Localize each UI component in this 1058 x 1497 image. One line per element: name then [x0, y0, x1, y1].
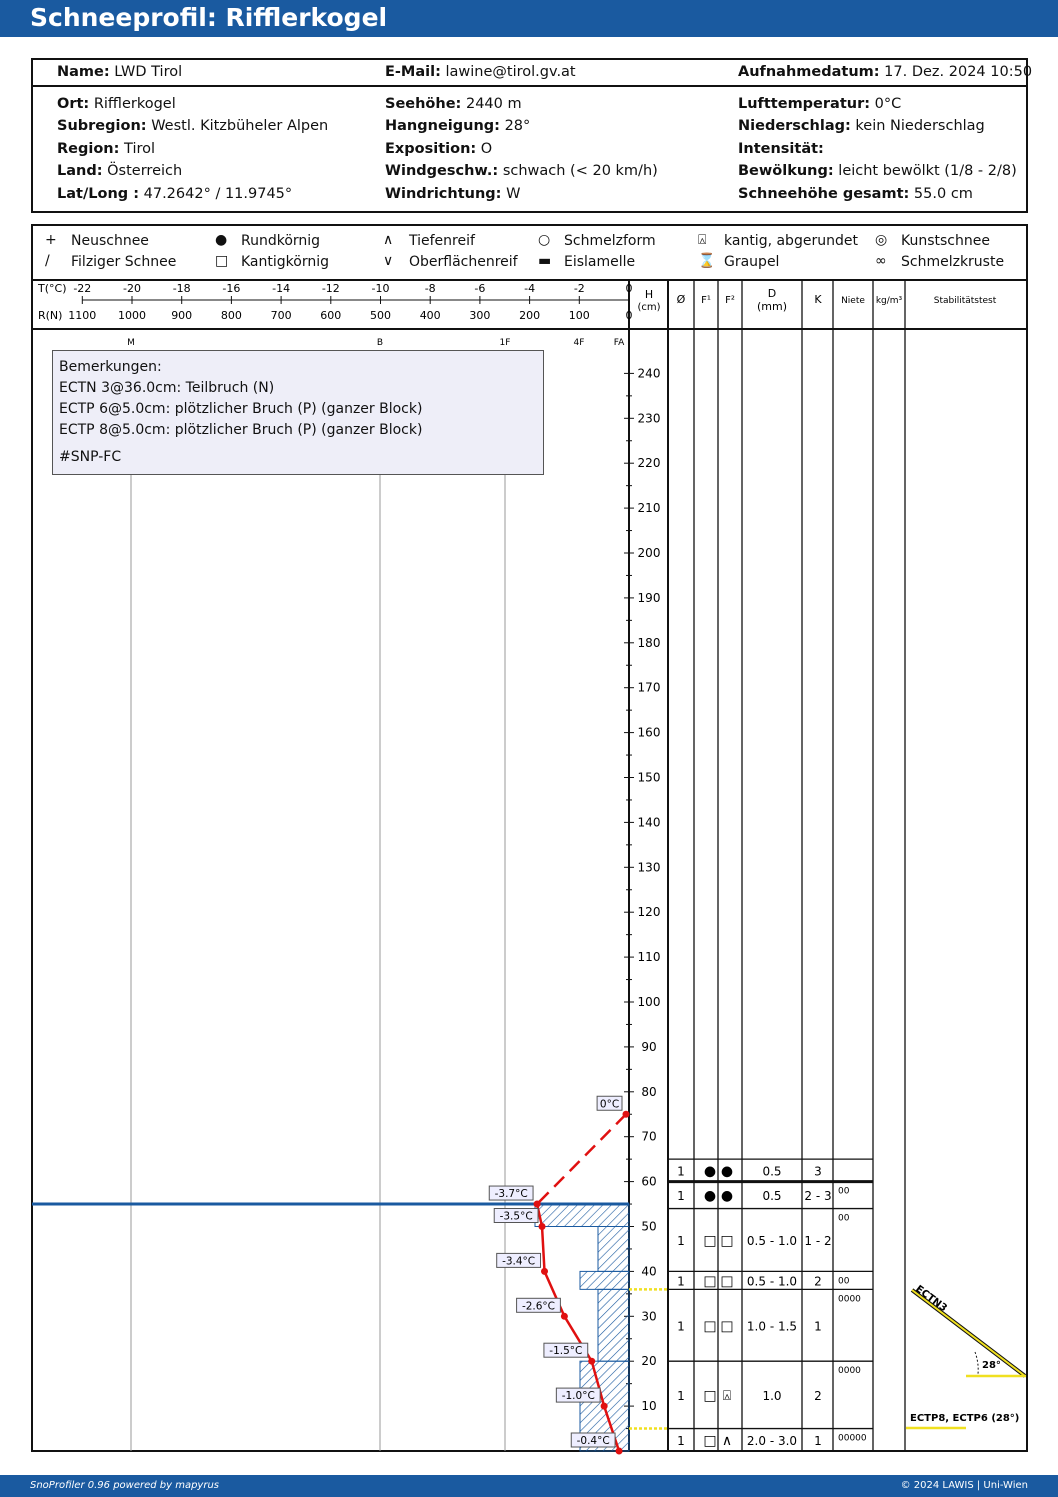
layer-niete-6: 00000: [838, 1433, 867, 1444]
legend-label-3: Kantigkörnig: [241, 254, 329, 270]
remark-line-1: ECTN 3@36.0cm: Teilbruch (N): [59, 380, 275, 396]
legend-label-10: Kunstschnee: [901, 233, 990, 249]
h-tick-label-6: 180: [637, 635, 661, 650]
layer-k-1: 2 - 3: [804, 1189, 832, 1204]
niederschlag-field: Niederschlag: kein Niederschlag: [738, 118, 985, 134]
legend-symbol-9: ⌛: [698, 253, 716, 269]
temp-label-6: -1.0°C: [561, 1390, 595, 1403]
h-tick-label-10: 140: [637, 815, 661, 830]
t-tick-label-2: -18: [172, 282, 191, 295]
h-tick-label-21: 30: [641, 1309, 657, 1324]
legend-symbol-4: ∧: [383, 232, 394, 248]
r-tick-label-4: 700: [270, 309, 292, 322]
legend-symbol-11: ∞: [875, 253, 887, 269]
legend-label-11: Schmelzkruste: [901, 254, 1005, 270]
temp-point-3: [541, 1268, 548, 1275]
layer-d-1: 0.5: [762, 1189, 782, 1204]
layer-f2-3: □: [720, 1273, 734, 1290]
lufttemp-field: Lufttemperatur: 0°C: [738, 96, 902, 112]
latlong-field: Lat/Long : 47.2642° / 11.9745°: [57, 186, 293, 202]
layer-wet-2: 1: [677, 1233, 685, 1248]
t-tick-label-1: -20: [123, 282, 141, 295]
temp-air-line: [537, 1114, 626, 1204]
layer-wet-5: 1: [677, 1388, 685, 1403]
remarks-tag: #SNP-FC: [59, 449, 122, 465]
column-header-8: Stabilitätstest: [933, 296, 997, 306]
footer-left: SnoProfiler 0.96 powered by mapyrus: [30, 1480, 220, 1491]
t-tick-label-7: -8: [424, 282, 436, 295]
r-tick-label-10: 100: [568, 309, 590, 322]
layer-wet-0: 1: [677, 1164, 685, 1179]
temp-point-1: [534, 1201, 541, 1208]
h-tick-label-14: 100: [637, 995, 661, 1009]
h-tick-label-20: 40: [641, 1264, 657, 1279]
layer-f1-6: □: [703, 1432, 717, 1449]
r-tick-label-2: 900: [171, 309, 193, 322]
intensitaet-field: Intensität:: [738, 141, 824, 157]
legend-label-1: Filziger Schnee: [71, 254, 177, 270]
date-field: Aufnahmedatum: 17. Dez. 2024 10:50: [738, 64, 1033, 80]
region-field: Region: Tirol: [57, 141, 156, 157]
layer-f1-3: □: [703, 1273, 717, 1290]
layer-d-5: 1.0: [762, 1388, 782, 1403]
layer-d-0: 0.5: [762, 1164, 782, 1179]
t-axis-label: T(°C): [38, 282, 67, 295]
email-field: E-Mail: lawine@tirol.gv.at: [385, 64, 576, 80]
h-tick-label-4: 200: [637, 546, 661, 560]
layer-f1-5: □: [703, 1387, 717, 1404]
hardness-block-3: [598, 1289, 629, 1361]
column-header-7: kg/m³: [875, 296, 903, 306]
h-tick-label-17: 70: [641, 1129, 657, 1144]
temp-point-2: [539, 1223, 546, 1230]
hardness-profile: [32, 1204, 629, 1451]
t-tick-label-4: -14: [272, 282, 291, 295]
temp-label-4: -2.6°C: [521, 1300, 556, 1313]
r-tick-label-0: 1100: [68, 309, 97, 322]
column-header-5: K: [814, 293, 822, 306]
layer-f2-1: ●: [720, 1188, 734, 1205]
slope-angle-label: 28°: [982, 1360, 1001, 1371]
t-tick-label-5: -12: [321, 282, 340, 295]
windrichtung-field: Windrichtung: W: [385, 186, 521, 202]
temp-point-6: [601, 1403, 608, 1410]
legend-symbol-7: ▬: [538, 253, 552, 269]
t-tick-label-8: -6: [474, 282, 486, 295]
column-header-4: (mm): [756, 300, 788, 313]
hardness-block-0: [535, 1204, 629, 1226]
layer-k-0: 3: [814, 1164, 822, 1179]
legend-symbol-5: ∨: [383, 253, 394, 269]
h-tick-label-12: 120: [637, 905, 661, 920]
hardness-label-3: 4F: [573, 338, 585, 348]
legend-label-6: Schmelzform: [564, 233, 656, 249]
layer-niete-3: 00: [838, 1276, 850, 1287]
temp-label-7: -0.4°C: [576, 1435, 610, 1447]
layer-k-5: 2: [814, 1388, 822, 1403]
h-tick-label-9: 150: [637, 770, 661, 785]
r-axis-label: R(N): [38, 309, 63, 322]
ectn-label: ECTN3: [913, 1283, 949, 1315]
layer-wet-3: 1: [677, 1274, 685, 1289]
layer-f1-4: □: [703, 1318, 717, 1335]
temp-label-1: -3.7°C: [494, 1188, 528, 1201]
r-tick-label-8: 300: [469, 309, 491, 322]
h-tick-label-7: 170: [637, 680, 661, 695]
slope-angle-arc: [975, 1352, 978, 1374]
hardness-block-1: [598, 1227, 629, 1272]
hardness-block-2: [580, 1271, 629, 1289]
column-header-3: D: [767, 287, 777, 300]
layer-f2-4: □: [720, 1318, 734, 1335]
h-tick-label-23: 10: [641, 1399, 657, 1414]
legend-symbol-6: ○: [538, 232, 551, 248]
layer-niete-5: 0000: [838, 1366, 861, 1377]
legend-label-2: Rundkörnig: [241, 233, 321, 249]
layer-niete-4: 0000: [838, 1294, 861, 1305]
t-tick-label-0: -22: [73, 282, 92, 295]
bewoelkung-field: Bewölkung: leicht bewölkt (1/8 - 2/8): [738, 163, 1017, 179]
column-header-1: F¹: [701, 295, 711, 306]
stability-tests: [629, 1284, 1026, 1429]
r-tick-label-5: 600: [320, 309, 342, 322]
ectp-label: ECTP8, ECTP6 (28°): [910, 1413, 1020, 1424]
remarks-box: [52, 350, 544, 475]
layer-f1-1: ●: [703, 1188, 717, 1205]
t-tick-label-10: -2: [573, 282, 585, 295]
t-tick-label-9: -4: [524, 282, 536, 295]
h-tick-label-22: 20: [641, 1354, 657, 1369]
legend-symbol-1: /: [45, 253, 50, 269]
schneehoehe-field: Schneehöhe gesamt: 55.0 cm: [738, 186, 973, 202]
hangneigung-field: Hangneigung: 28°: [385, 118, 531, 134]
layer-wet-4: 1: [677, 1319, 685, 1334]
legend-label-0: Neuschnee: [71, 233, 149, 249]
layer-d-4: 1.0 - 1.5: [746, 1319, 798, 1334]
legend-symbol-10: ◎: [875, 232, 888, 248]
wind-field: Windgeschw.: schwach (< 20 km/h): [385, 163, 658, 179]
h-axis-label: H: [644, 288, 654, 301]
layer-wet-6: 1: [677, 1433, 685, 1448]
r-tick-label-11: 0: [625, 309, 633, 322]
layer-f2-2: □: [720, 1232, 734, 1249]
layer-d-2: 0.5 - 1.0: [746, 1233, 798, 1248]
temp-point-0: [623, 1111, 630, 1118]
r-tick-label-3: 800: [220, 309, 242, 322]
name-field: Name: LWD Tirol: [57, 64, 183, 80]
seehoehe-field: Seehöhe: 2440 m: [385, 96, 522, 112]
temp-label-5: -1.5°C: [549, 1345, 583, 1358]
layer-niete-2: 00: [838, 1213, 850, 1224]
temp-point-4: [561, 1313, 568, 1320]
remarks-title: Bemerkungen:: [59, 359, 162, 375]
h-tick-label-13: 110: [637, 950, 661, 965]
hardness-label-4: FA: [613, 338, 625, 348]
legend-symbol-3: □: [215, 253, 229, 269]
layer-d-6: 2.0 - 3.0: [746, 1433, 798, 1448]
column-header-2: F²: [725, 295, 735, 306]
page-title: Schneeprofil: Rifflerkogel: [30, 3, 388, 32]
temp-label-0: 0°C: [599, 1098, 620, 1111]
r-tick-label-6: 500: [370, 309, 391, 322]
layer-d-3: 0.5 - 1.0: [746, 1274, 798, 1289]
h-tick-label-11: 130: [637, 860, 661, 875]
r-tick-label-1: 1000: [118, 309, 146, 322]
layer-k-2: 1 - 2: [804, 1233, 832, 1248]
layer-niete-1: 00: [838, 1186, 850, 1197]
temp-point-5: [588, 1358, 595, 1365]
legend-label-9: Graupel: [724, 254, 780, 270]
r-tick-label-9: 200: [519, 309, 541, 322]
t-tick-label-11: 0: [625, 282, 633, 295]
t-tick-label-6: -10: [371, 282, 390, 295]
remark-line-2: ECTP 6@5.0cm: plötzlicher Bruch (P) (ganzer Block): [59, 401, 423, 417]
legend-label-7: Eislamelle: [564, 254, 636, 270]
temp-label-2: -3.5°C: [499, 1210, 533, 1223]
temp-point-7: [616, 1448, 623, 1455]
layer-table: [668, 1159, 873, 1451]
h-tick-label-8: 160: [637, 725, 661, 740]
remark-line-3: ECTP 8@5.0cm: plötzlicher Bruch (P) (ganzer Block): [59, 422, 423, 438]
layer-wet-1: 1: [677, 1189, 685, 1204]
h-tick-label-5: 190: [637, 590, 661, 605]
layer-f2-0: ●: [720, 1163, 734, 1180]
layer-k-3: 2: [814, 1274, 822, 1289]
hardness-label-0: M: [127, 338, 135, 348]
h-tick-label-16: 80: [641, 1084, 657, 1099]
legend-label-4: Tiefenreif: [409, 233, 475, 249]
column-header-6: Niete: [841, 296, 865, 306]
legend-label-8: kantig, abgerundet: [724, 233, 858, 249]
legend-symbol-2: ●: [215, 232, 228, 248]
layer-f1-2: □: [703, 1232, 717, 1249]
layer-k-4: 1: [814, 1319, 822, 1334]
exposition-field: Exposition: O: [385, 141, 493, 157]
t-tick-label-3: -16: [222, 282, 241, 295]
layer-k-6: 1: [814, 1433, 822, 1448]
h-tick-label-19: 50: [641, 1219, 657, 1234]
legend-symbol-8: ⍓: [698, 232, 707, 248]
temp-label-3: -3.4°C: [502, 1255, 536, 1268]
land-field: Land: Österreich: [57, 163, 183, 179]
layer-f2-5: ⍓: [722, 1387, 732, 1404]
h-axis-unit: (cm): [637, 302, 661, 313]
column-header-0: Ø: [676, 293, 686, 306]
h-tick-label-3: 210: [637, 501, 661, 516]
layer-f2-6: ∧: [721, 1432, 733, 1449]
legend-label-5: Oberflächenreif: [409, 254, 518, 270]
h-tick-label-15: 90: [641, 1039, 657, 1054]
hardness-label-1: B: [376, 338, 384, 348]
layer-f1-0: ●: [703, 1163, 717, 1180]
subregion-field: Subregion: Westl. Kitzbüheler Alpen: [57, 118, 329, 134]
footer-right: © 2024 LAWIS | Uni-Wien: [900, 1480, 1028, 1491]
legend-symbol-0: +: [45, 232, 57, 248]
h-tick-label-0: 240: [637, 366, 661, 381]
h-tick-label-2: 220: [637, 456, 661, 471]
ort-field: Ort: Rifflerkogel: [57, 96, 176, 112]
footer-bar: [0, 1475, 1058, 1497]
h-tick-label-18: 60: [641, 1174, 657, 1189]
hardness-label-2: 1F: [499, 338, 511, 348]
r-tick-label-7: 400: [419, 309, 441, 322]
h-tick-label-1: 230: [637, 411, 661, 426]
